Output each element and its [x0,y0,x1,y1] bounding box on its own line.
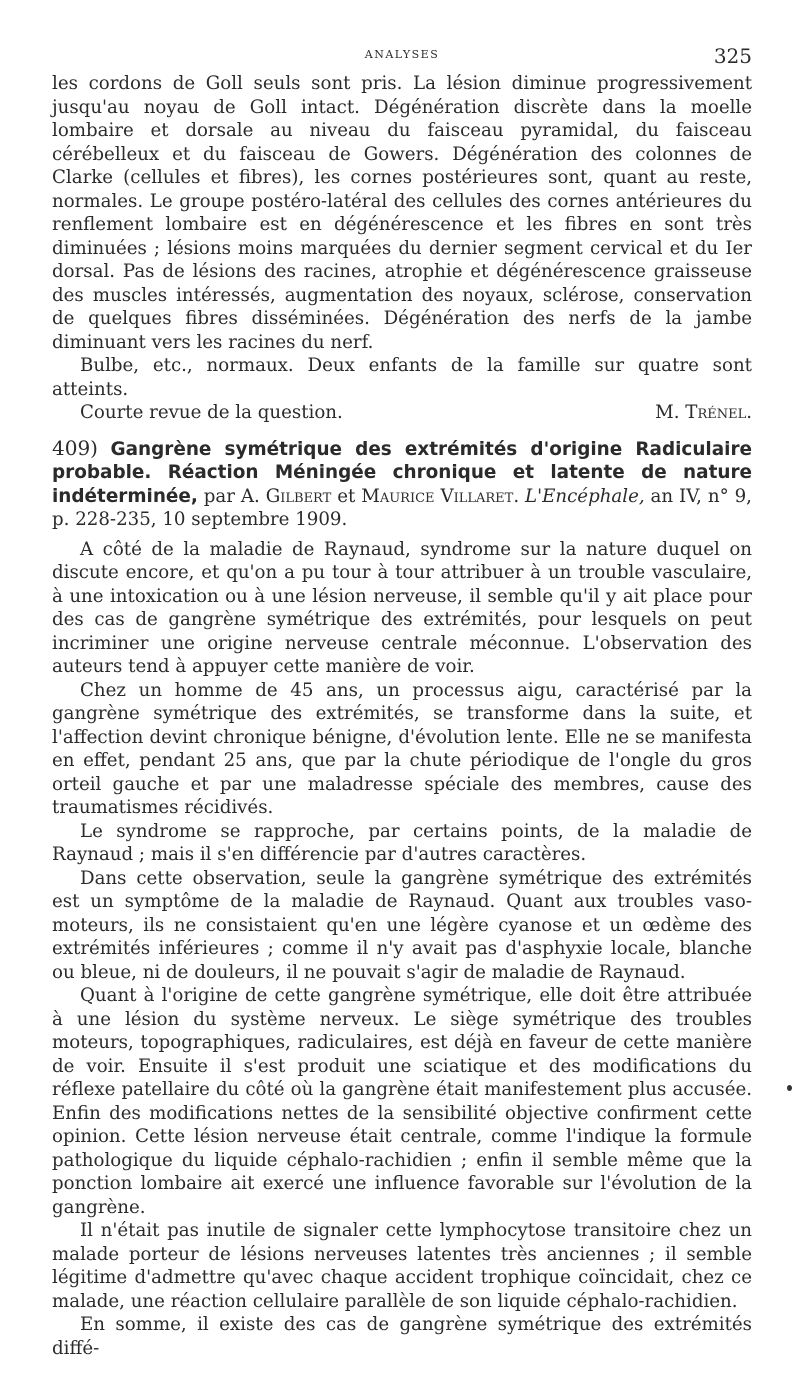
reviewer-signature: M. Trénel. [655,402,752,423]
journal-name: L'Encéphale, [525,485,645,507]
running-head: ANALYSES [364,48,440,61]
closing-line [52,401,752,425]
bulbe-paragraph: Bulbe, etc., normaux. Deux enfants de la famille sur quatre sont atteints. [52,355,752,400]
page-number: 325 [713,44,752,68]
author-1: Gilbert [265,485,332,507]
author-by: par A. [203,485,260,507]
article-heading [52,437,752,532]
author-2: Maurice Villaret. [361,485,520,507]
margin-mark [787,1085,792,1091]
continuation-paragraph: les cordons de Goll seuls sont pris. La lésion diminue progressivement jusqu'au noyau de Goll intact. Dégénération discrète dans la moelle lombaire et dorsale au niveau du faisceau pyramidal, du faisceau cérébelleux et du faisceau de Gowers. Dégénération des colonnes de Clarke (cellules et fibres), les cornes postérieures sont, quant au reste, normales. Le groupe postéro-latéral des cellules des cornes antérieures du renflement lombaire est en dégénérescence et les fibres en sont très diminuées ; lésions moins marquées du dernier segment cervical et du Ier dorsal. Pas de lésions des racines, atrophie et dégénérescence graisseuse des muscles intéressés, augmentation des noyaux, sclérose, conservation de quelques fibres disséminées. Dégénération des nerfs de la jambe diminuant vers les racines du nerf. [52,73,752,353]
page-header [52,46,752,72]
page [52,46,752,1360]
body-paragraph: Quant à l'origine de cette gangrène symétrique, elle doit être attribuée à une lésion du système nerveux. Le siège symétrique des troubles moteurs, topographiques, radiculaires, est déjà en faveur de cette manière de voir. Ensuite il s'est produit une sciatique et des modifications du réflexe patellaire du côté où la gangrène était manifestement plus accusée. Enfin des modifications nettes de la sensibilité objective confirment cette opinion. Cette lésion nerveuse était centrale, comme l'indique la formule pathologique du liquide céphalo-rachidien ; enfin il semble même que la ponction lombaire ait exercé une influence favorable sur l'évolution de la gangrène. [52,985,752,1218]
body-paragraph: Chez un homme de 45 ans, un processus aigu, caractérisé par la gangrène symétrique des extrémités, se transforme dans la suite, et l'affection devint chronique bénigne, d'évolution lente. Elle ne se manifesta en effet, pendant 25 ans, que par la chute périodique de l'ongle du gros orteil gauche et par une maladresse spéciale des membres, cause des traumatismes récidivés. [52,679,752,818]
body-paragraph: En somme, il existe des cas de gangrène symétrique des extrémités diffé- [52,1314,752,1359]
body-paragraph: Dans cette observation, seule la gangrène symétrique des extrémités est un symptôme de la maladie de Raynaud. Quant aux troubles vaso-moteurs, ils ne consistaient qu'en une légère cyanose et un œdème des extrémités inférieures ; comme il n'y avait pas d'asphyxie locale, blanche ou bleue, ni de douleurs, il ne pouvait s'agir de maladie de Raynaud. [52,867,752,983]
citation: an IV, n° 9, p. 228-235, 10 septembre 1909. [52,485,752,530]
body-paragraph: Il n'était pas inutile de signaler cette lymphocytose transitoire chez un malade porteur de lésions nerveuses latentes très anciennes ; il semble légitime d'admettre qu'avec chaque accident trophique coïncidait, chez ce malade, une réaction cellulaire parallèle de son liquide céphalo-rachidien. [52,1220,752,1312]
article-number: 409) [52,435,98,460]
closing-remark: Courte revue de la question. [80,402,343,423]
article-title: Gangrène symétrique des extrémités d'origine Radiculaire probable. Réaction Méningée chronique et latente de nature indéterminée, [52,438,752,507]
body-paragraph: A côté de la maladie de Raynaud, syndrome sur la nature duquel on discute encore, et qu'on a pu tour à tour attribuer à un trouble vasculaire, à une intoxication ou à une lésion nerveuse, il semble qu'il y ait place pour des cas de gangrène symétrique des extrémités, pour lesquels on peut incriminer une origine nerveuse centrale méconnue. L'observation des auteurs tend à appuyer cette manière de voir. [52,538,752,677]
author-and: et [337,485,356,507]
body-paragraph: Le syndrome se rapproche, par certains points, de la maladie de Raynaud ; mais il s'en différencie par d'autres caractères. [52,820,752,865]
